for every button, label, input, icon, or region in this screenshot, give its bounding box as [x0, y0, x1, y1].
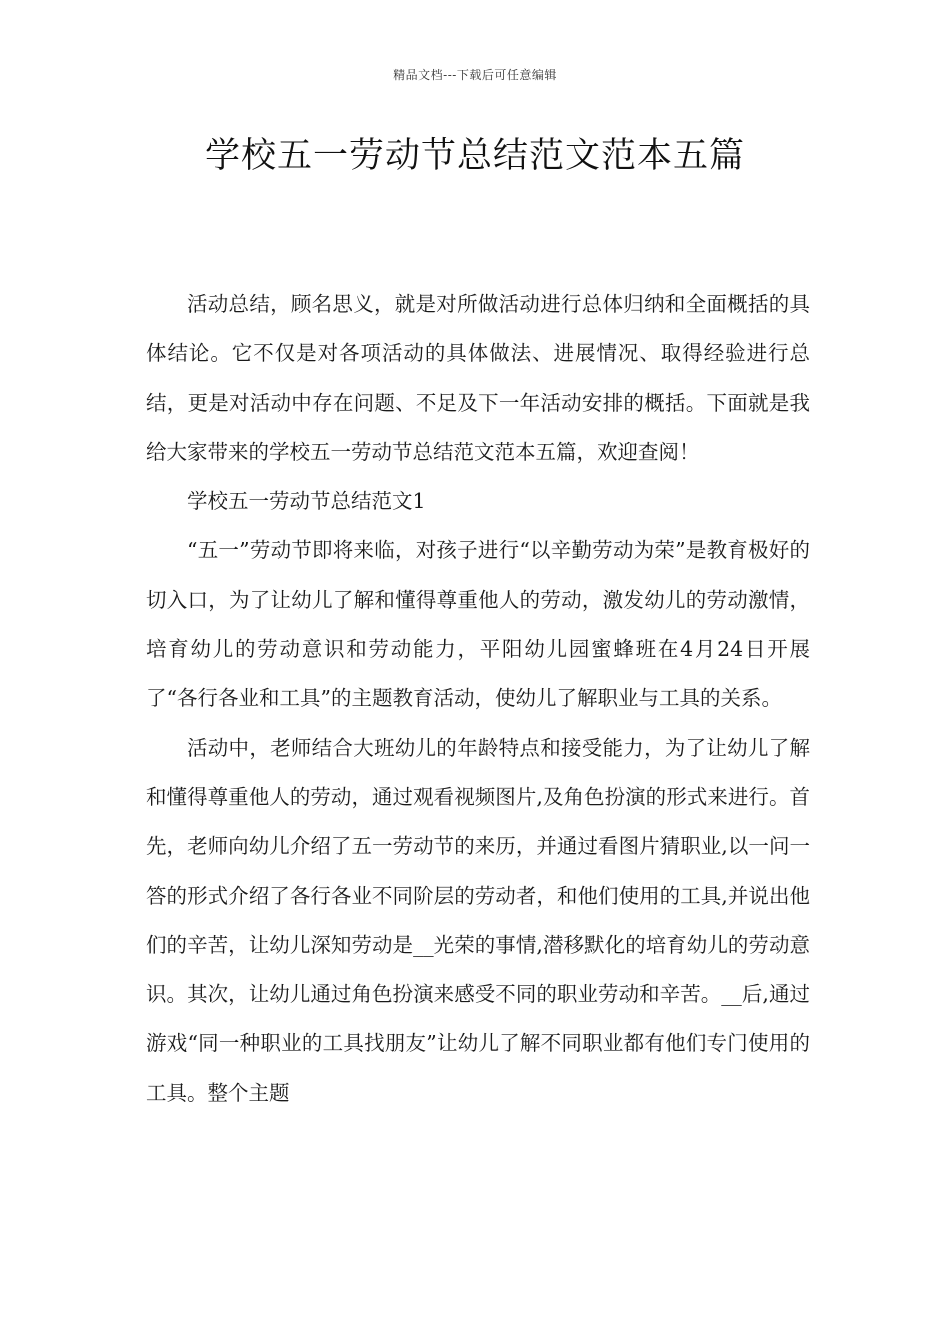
body-paragraph: 活动中，老师结合大班幼儿的年龄特点和接受能力，为了让幼儿了解和懂得尊重他人的劳动，通过观看视频图片,及角色扮演的形式来进行。首先，老师向幼儿介绍了五一劳动节的来历，并通过看图片猜职业,以一问一答的形式介绍了各行各业不同阶层的劳动者，和他们使用的工具,并说出他们的辛苦，让幼儿深知劳动是__光荣的事情,潜移默化的培育幼儿的劳动意识。其次，让幼儿通过角色扮演来感受不同的职业劳动和辛苦。__后,通过游戏“同一种职业的工具找朋友”让幼儿了解不同职业都有他们专门使用的工具。整个主题: [146, 735, 810, 1105]
section-heading: 学校五一劳动节总结范文1: [187, 489, 426, 514]
intro-paragraph: 活动总结，顾名思义，就是对所做活动进行总体归纳和全面概括的具体结论。它不仅是对各项活动的具体做法、进展情况、取得经验进行总结，更是对活动中存在问题、不足及下一年活动安排的概括。下面就是我给大家带来的学校五一劳动节总结范文范本五篇，欢迎查阅！: [146, 292, 810, 464]
document-title: 学校五一劳动节总结范文范本五篇: [204, 136, 745, 176]
body-paragraph: “五一”劳动节即将来临，对孩子进行“以辛勤劳动为荣”是教育极好的切入口，为了让幼儿了解和懂得尊重他人的劳动，激发幼儿的劳动激情，培育幼儿的劳动意识和劳动能力，平阳幼儿园蜜蜂班在4月24日开展了“各行各业和工具”的主题教育活动，使幼儿了解职业与工具的关系。: [146, 538, 810, 711]
header-note: 精品文档---下载后可任意编辑: [393, 68, 557, 82]
document-body: [146, 280, 810, 1118]
